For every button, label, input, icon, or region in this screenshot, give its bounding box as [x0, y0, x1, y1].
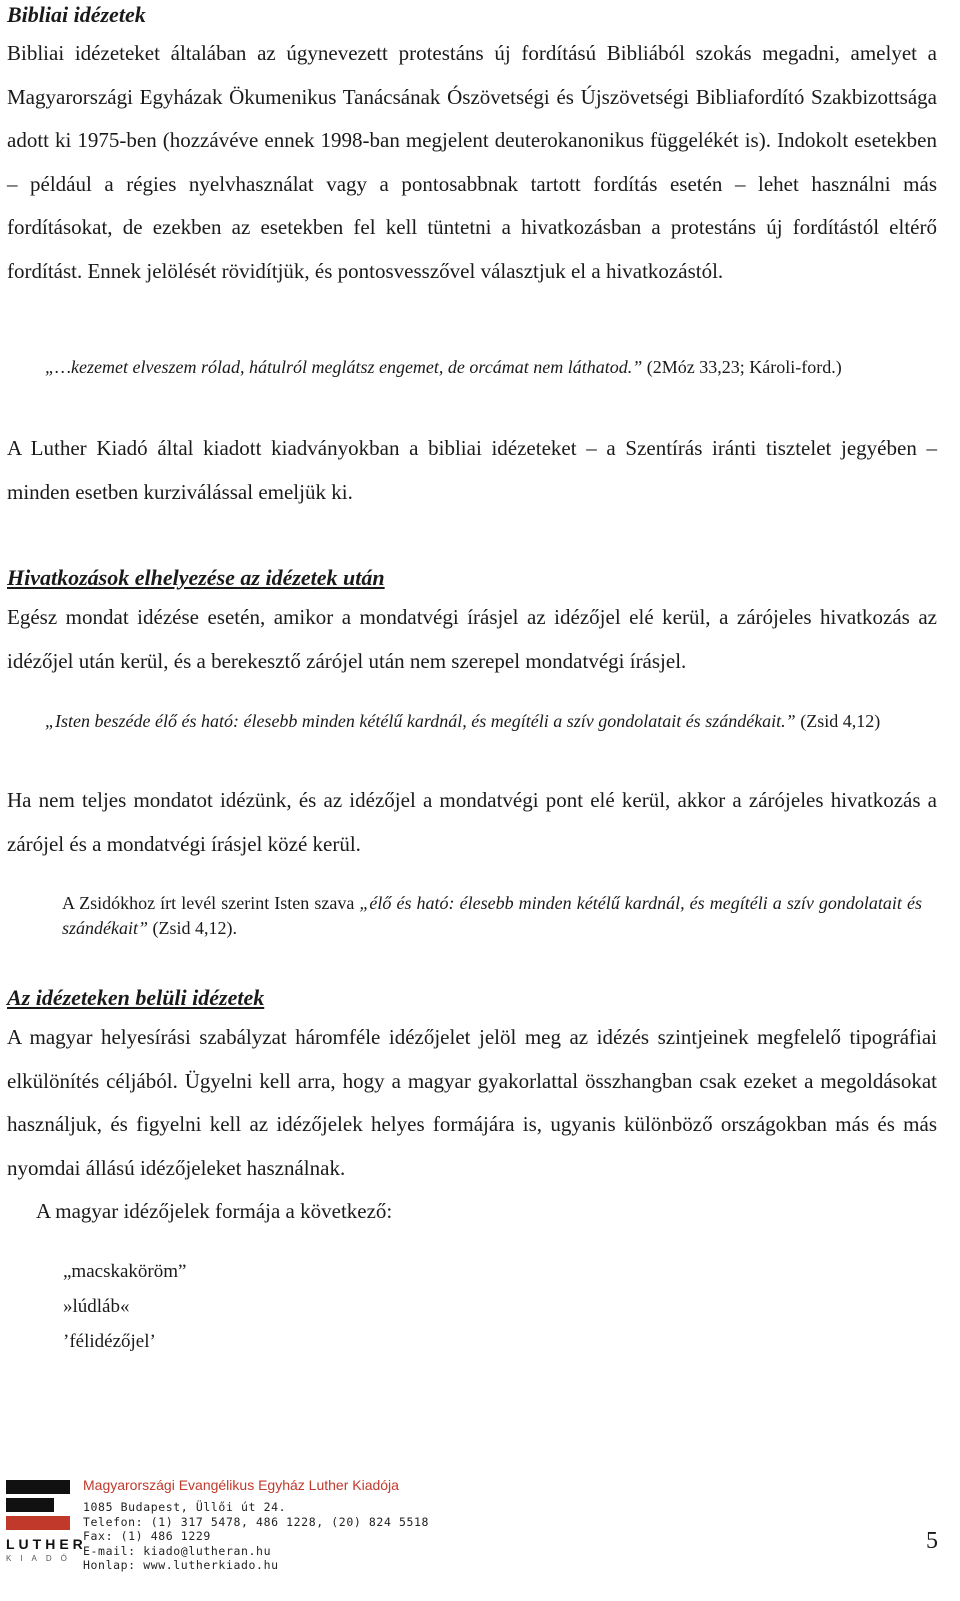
logo-bar — [6, 1498, 54, 1512]
contact-info — [83, 1500, 429, 1573]
quote-reference: (Zsid 4,12). — [148, 918, 238, 938]
quote-reference: (Zsid 4,12) — [795, 711, 881, 731]
quotation-mark-list — [63, 1254, 186, 1359]
quote-reference: (2Móz 33,23; Károli-ford.) — [642, 357, 842, 377]
section-heading-idezeteken-beluli: Az idézeteken belüli idézetek — [7, 985, 265, 1010]
quote-example-2 — [45, 709, 915, 734]
quote-italic-text: „élő és ható: élesebb minden kétélű kardnál, és megítéli a szív gondolatait és szándékait” — [62, 893, 922, 938]
paragraph-quote-forms-intro: A magyar idézőjelek formája a következő: — [36, 1199, 393, 1223]
logo-bar — [6, 1516, 70, 1530]
address-line: 1085 Budapest, Üllői út 24. — [83, 1500, 287, 1514]
phone-line: Telefon: (1) 317 5478, 486 1228, (20) 824 5518 — [83, 1514, 430, 1529]
quote-prefix-text: A Zsidókhoz írt levél szerint Isten szava — [62, 893, 360, 913]
quote-italic-text: „Isten beszéde élő és ható: élesebb minden kétélű kardnál, és megítéli a szív gondolatait és szándékait.” — [45, 711, 796, 731]
section-heading-hivatkozasok: Hivatkozások elhelyezése az idézetek után — [7, 565, 385, 590]
paragraph-partial-sentence-rule: Ha nem teljes mondatot idézünk, és az idézőjel a mondatvégi pont elé kerül, akkor a zárójeles hivatkozás a zárójel és a mondatvégi írásjel közé kerül. — [7, 788, 937, 856]
page-footer — [0, 1470, 960, 1601]
logo-subtitle: KIADÓ — [6, 1554, 76, 1563]
website-line: Honlap: www.lutherkiado.hu — [83, 1558, 279, 1573]
page-number: 5 — [926, 1528, 938, 1554]
section-heading-bibliai-idezetek: Bibliai idézetek — [7, 2, 146, 27]
paragraph-full-sentence-rule: Egész mondat idézése esetén, amikor a mondatvégi írásjel az idézőjel elé kerül, a zárójeles hivatkozás az idézőjel után kerül, és a berekesztő zárójel után nem szerepel mondatvégi írásjel. — [7, 605, 937, 673]
paragraph-quotation-marks-rule: A magyar helyesírási szabályzat háromféle idézőjelet jelöl meg az idézés szintjeinek megfelelő tipográfiai elkülönítés céljából. Ügyelni kell arra, hogy a magyar gyakorlattal összhangban csak ezeket a megoldásokat használjuk, és figyelni kell az idézőjelek helyes formájára is, ugyanis különböző országokban más és más nyomdai állású idézőjeleket használnak. — [7, 1025, 937, 1180]
luther-kiado-logo — [6, 1480, 87, 1600]
publisher-name: Magyarországi Evangélikus Egyház Luther Kiadója — [83, 1477, 399, 1493]
quote-italic-text: „…kezemet elveszem rólad, hátulról meglátsz engemet, de orcámat nem láthatod.” — [45, 357, 643, 377]
quote-example-3 — [62, 891, 922, 941]
fax-line: Fax: (1) 486 1229 — [83, 1529, 211, 1544]
logo-wordmark: LUTHER — [6, 1536, 87, 1552]
list-item: ’félidézőjel’ — [63, 1331, 156, 1352]
list-item: »lúdláb« — [63, 1296, 130, 1317]
email-line: E-mail: kiado@lutheran.hu — [83, 1543, 272, 1558]
paragraph-italic-emphasis: A Luther Kiadó által kiadott kiadványokban a bibliai idézeteket – a Szentírás iránti tisztelet jegyében – minden esetben kurziválással emeljük ki. — [7, 436, 937, 504]
quote-example-1 — [45, 355, 915, 380]
paragraph-bible-translation: Bibliai idézeteket általában az úgynevezett protestáns új fordítású Bibliából szokás megadni, amelyet a Magyarországi Egyházak Ökumenikus Tanácsának Ószövetségi és Újszövetségi Bibliafordító Szakbizottsága adott ki 1975-ben (hozzávéve ennek 1998-ban megjelent deuterokanonikus függelékét is). Indokolt esetekben – például a régies nyelvhasználat vagy a pontosabbnak tartott fordítás esetén – lehet használni más fordításokat, de ezekben az esetekben fel kell tüntetni a hivatkozásban a protestáns új fordítástól eltérő fordítást. Ennek jelölését rövidítjük, és pontosvesszővel választjuk el a hivatkozástól. — [7, 41, 937, 283]
logo-bar — [6, 1480, 70, 1494]
list-item: „macskaköröm” — [63, 1261, 187, 1282]
